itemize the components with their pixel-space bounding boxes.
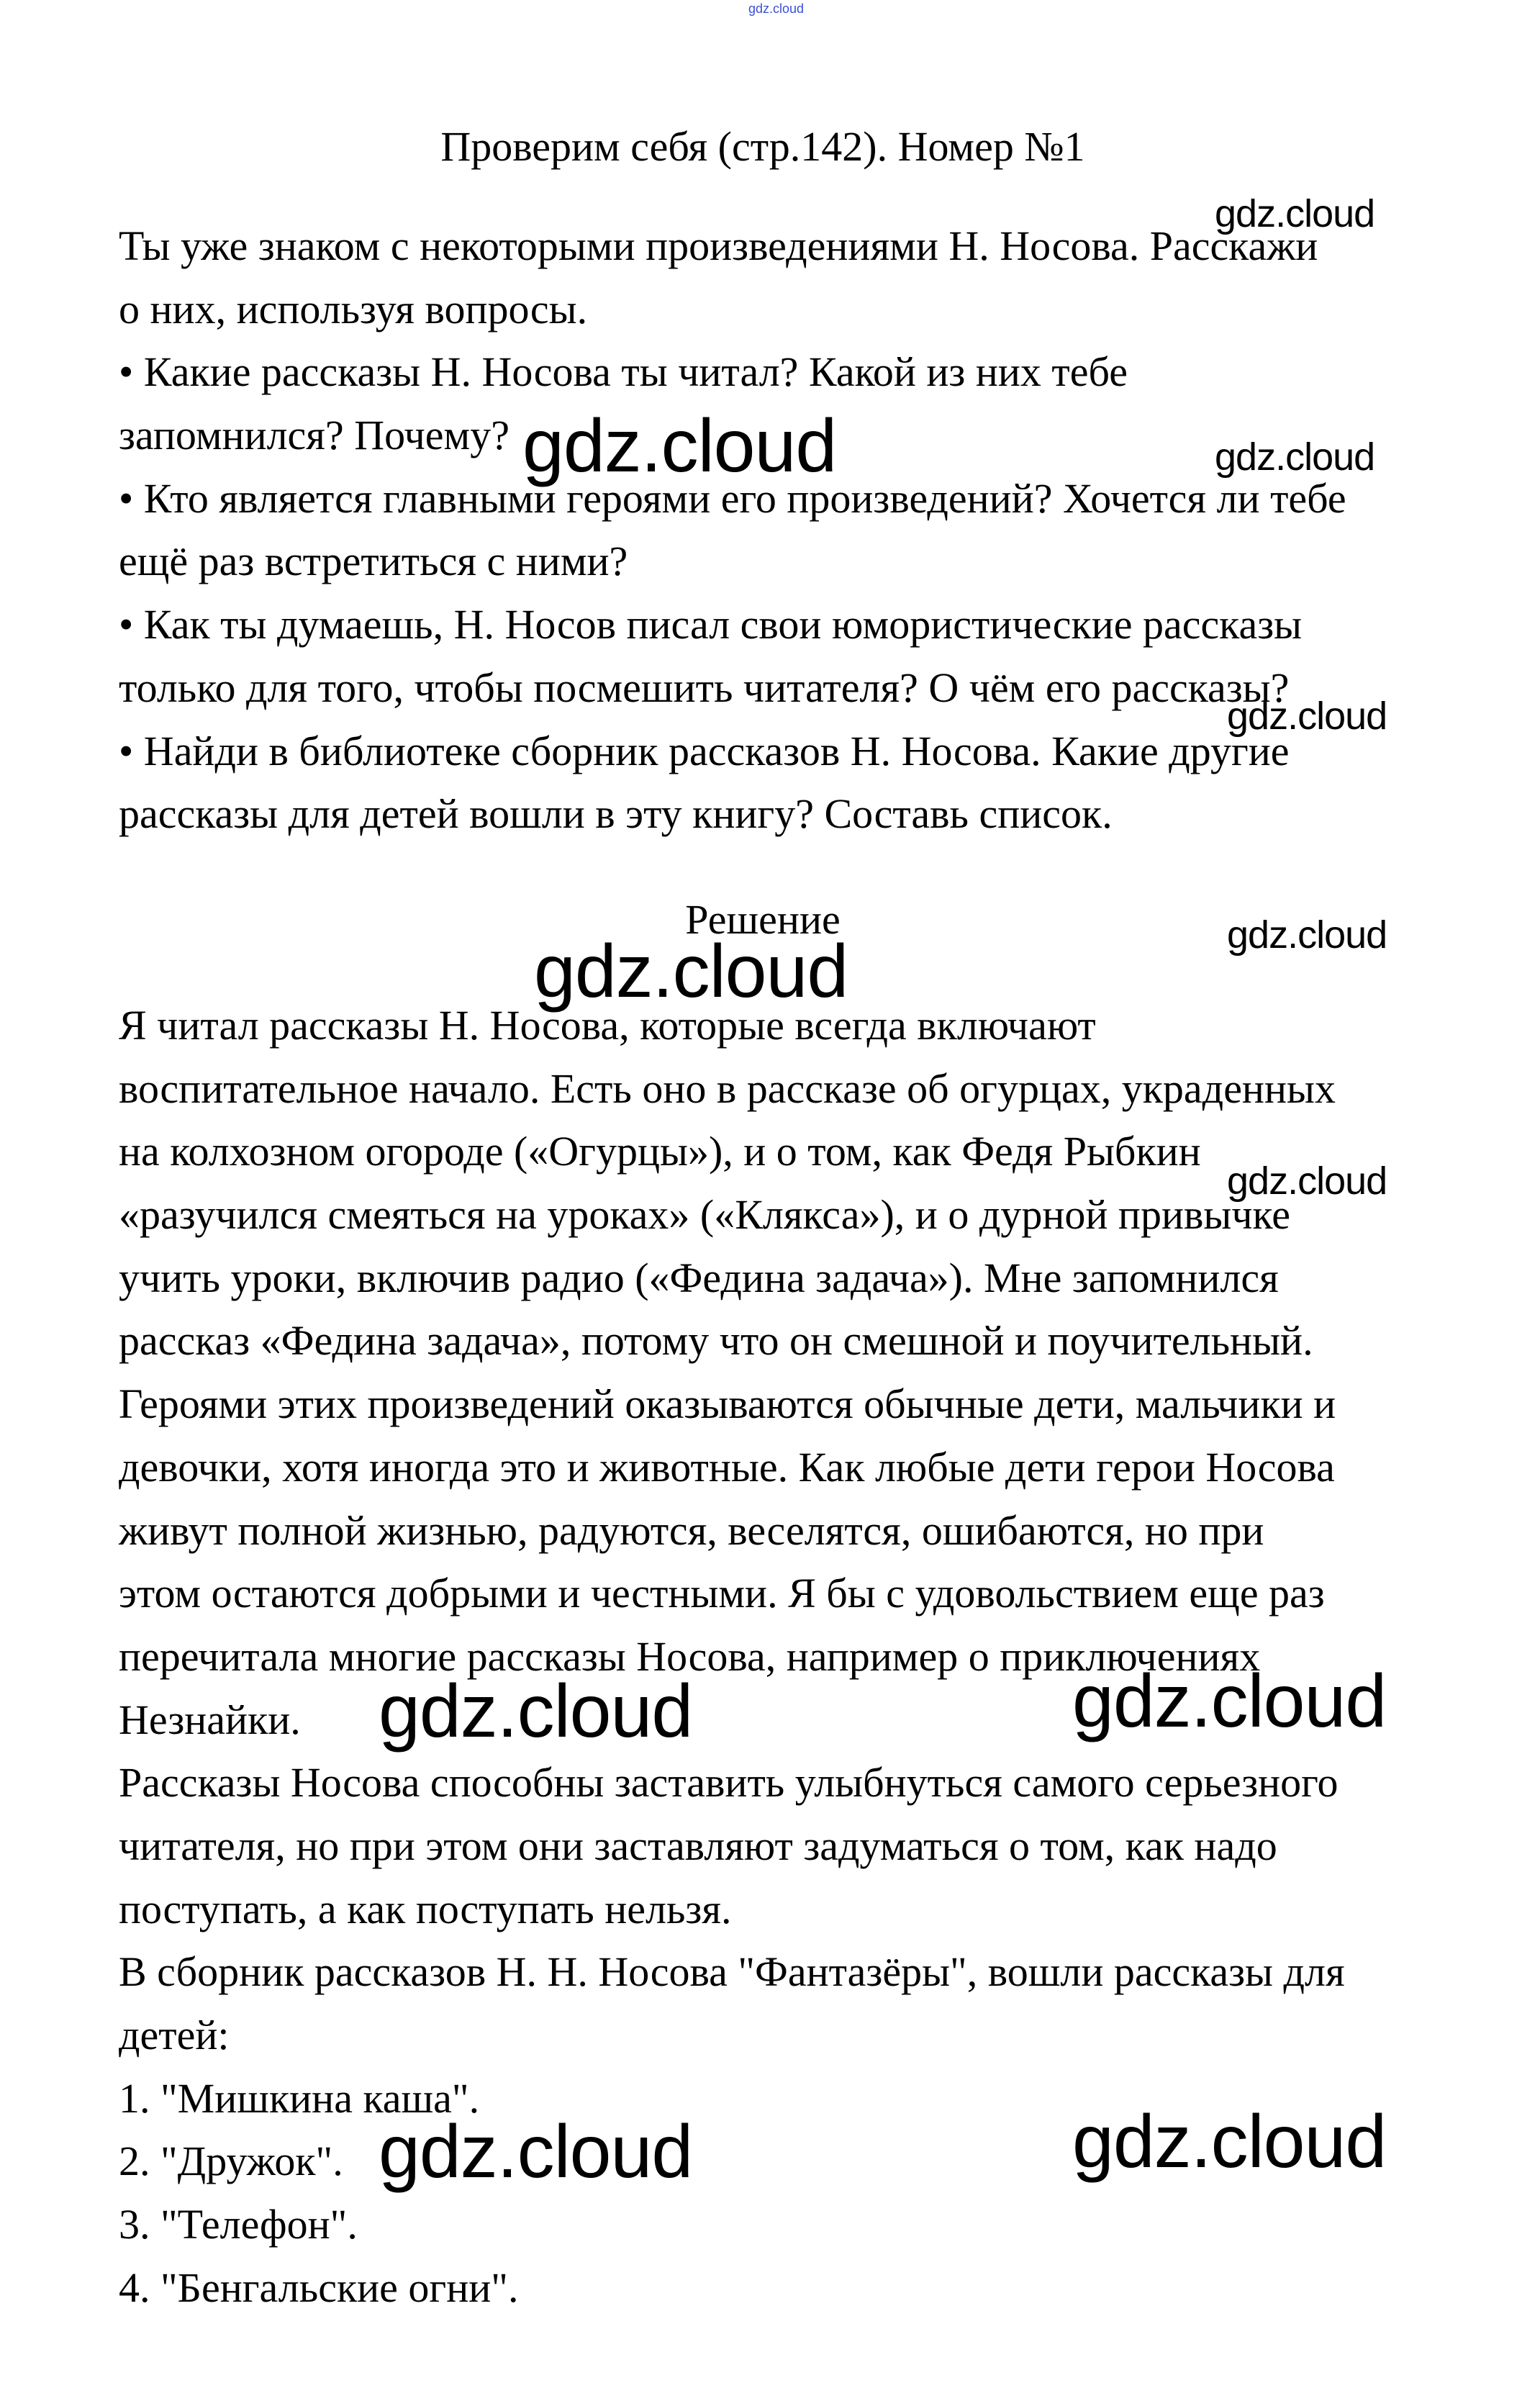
text-line: на колхозном огороде («Огурцы»), и о том, как Федя Рыбкин bbox=[119, 1128, 1201, 1175]
text-line: • Кто является главными героями его произведений? Хочется ли тебе bbox=[119, 474, 1346, 522]
text-line: живут полной жизнью, радуются, веселятся, ошибаются, но при bbox=[119, 1506, 1264, 1554]
watermark: gdz.cloud bbox=[379, 2110, 693, 2194]
text-line: Незнайки. bbox=[119, 1696, 301, 1743]
text-line: девочки, хотя иногда это и животные. Как любые дети герои Носова bbox=[119, 1443, 1335, 1491]
watermark: gdz.cloud bbox=[1227, 913, 1387, 957]
text-line: «разучился смеяться на уроках» («Клякса»), и о дурной привычке bbox=[119, 1191, 1290, 1239]
text-line: В сборник рассказов Н. Н. Носова "Фантазёры", вошли рассказы для bbox=[119, 1948, 1345, 1996]
text-line: детей: bbox=[119, 2012, 230, 2058]
text-line: 2. "Дружок". bbox=[119, 2138, 343, 2185]
text-line: перечитала многие рассказы Носова, например о приключениях bbox=[119, 1632, 1261, 1680]
watermark: gdz.cloud bbox=[1072, 2100, 1387, 2184]
watermark-top: gdz.cloud bbox=[748, 1, 805, 16]
text-line: о них, используя вопросы. bbox=[119, 285, 588, 333]
text-line: Ты уже знаком с некоторыми произведениями Н. Носова. Расскажи bbox=[119, 222, 1318, 269]
text-line: поступать, а как поступать нельзя. bbox=[119, 1885, 732, 1932]
watermark: gdz.cloud bbox=[1215, 435, 1375, 479]
watermark: gdz.cloud bbox=[1227, 695, 1387, 738]
text-line: 4. "Бенгальские огни". bbox=[119, 2264, 519, 2311]
text-line: • Найди в библиотеке сборник рассказов Н. Носова. Какие другие bbox=[119, 727, 1290, 774]
watermark: gdz.cloud bbox=[379, 1670, 693, 1753]
watermark: gdz.cloud bbox=[522, 404, 837, 488]
text-line: Героями этих произведений оказываются обычные дети, мальчики и bbox=[119, 1380, 1336, 1428]
text-line: читателя, но при этом они заставляют задуматься о том, как надо bbox=[119, 1822, 1277, 1869]
task-text bbox=[119, 214, 1346, 846]
text-line: запомнился? Почему? bbox=[119, 412, 509, 459]
text-line: воспитательное начало. Есть оно в рассказе об огурцах, украденных bbox=[119, 1064, 1336, 1112]
text-line: ещё раз встретиться с ними? bbox=[119, 538, 628, 585]
watermark: gdz.cloud bbox=[1072, 1660, 1387, 1743]
text-line: учить уроки, включив радио («Федина задача»). Мне запомнился bbox=[119, 1254, 1279, 1301]
text-line: 1. "Мишкина каша". bbox=[119, 2074, 480, 2122]
text-line: Я читал рассказы Н. Носова, которые всегда включают bbox=[119, 1002, 1096, 1049]
text-line: • Какие рассказы Н. Носова ты читал? Какой из них тебе bbox=[119, 348, 1128, 396]
text-line: Рассказы Носова способны заставить улыбнуться самого серьезного bbox=[119, 1759, 1339, 1807]
text-line: только для того, чтобы посмешить читателя? О чём его рассказы? bbox=[119, 664, 1290, 711]
text-line: рассказы для детей вошли в эту книгу? Составь список. bbox=[119, 790, 1113, 838]
text-line: рассказ «Федина задача», потому что он смешной и поучительный. bbox=[119, 1317, 1313, 1365]
watermark: gdz.cloud bbox=[1227, 1159, 1387, 1203]
solution-heading: Решение bbox=[685, 896, 841, 943]
watermark: gdz.cloud bbox=[1215, 192, 1375, 235]
watermark: gdz.cloud bbox=[534, 930, 848, 1013]
text-line: этом остаются добрыми и честными. Я бы с удовольствием еще раз bbox=[119, 1570, 1325, 1617]
text-line: • Как ты думаешь, Н. Носов писал свои юмористические рассказы bbox=[119, 601, 1303, 648]
text-line: 3. "Телефон". bbox=[119, 2201, 358, 2248]
page-title: Проверим себя (стр.142). Номер №1 bbox=[440, 123, 1085, 170]
